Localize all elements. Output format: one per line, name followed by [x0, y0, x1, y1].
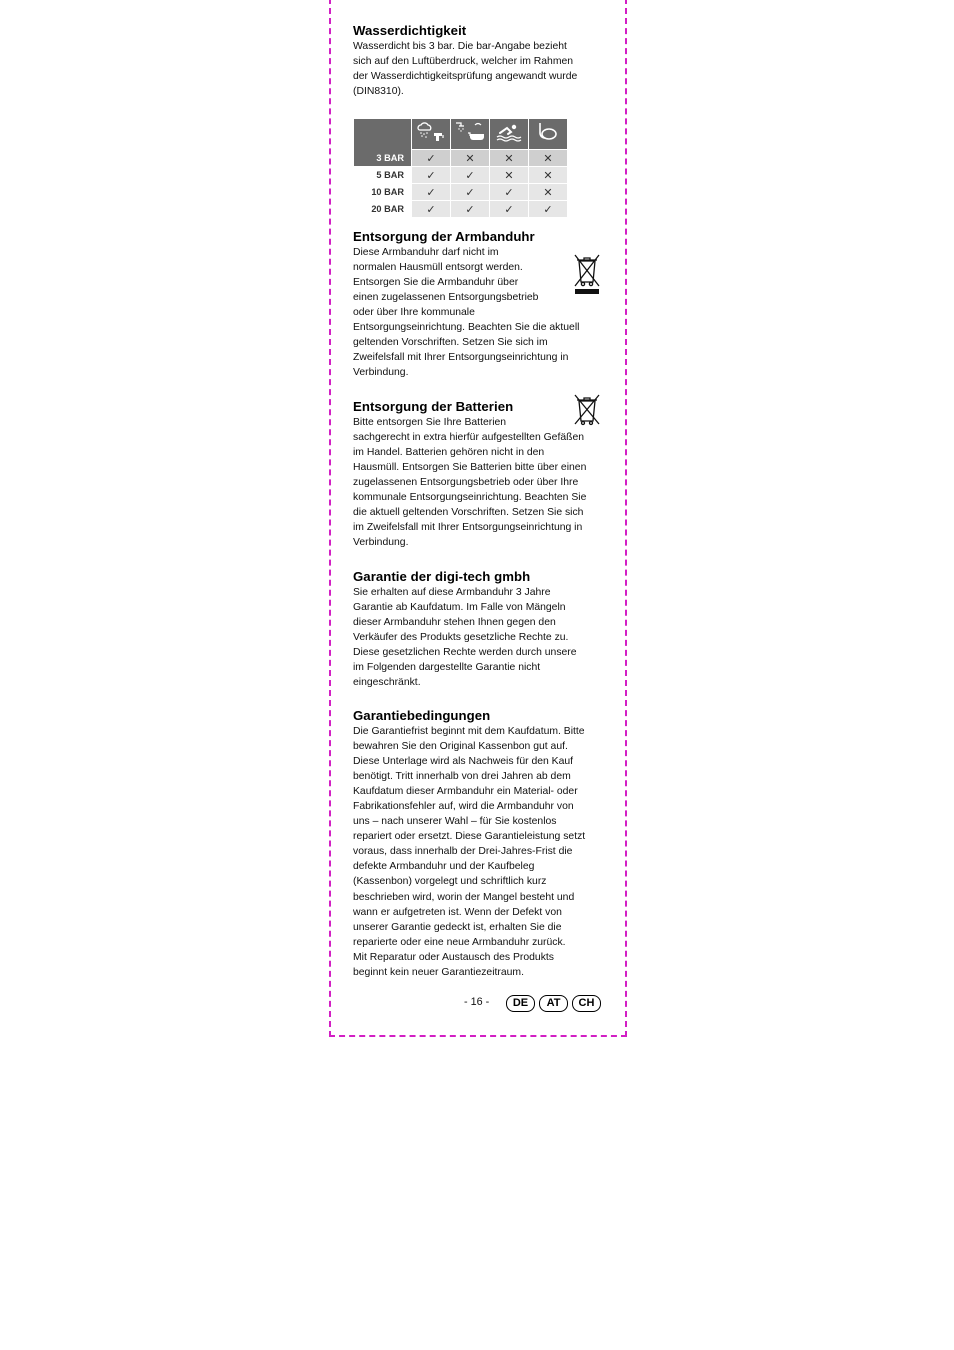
check-mark-icon: ✓ — [412, 200, 450, 217]
section-warranty-terms — [353, 707, 605, 980]
page-number: - 16 - — [464, 996, 490, 1008]
page-footer — [353, 993, 605, 1013]
table-row — [354, 183, 567, 200]
check-mark-icon: ✓ — [412, 149, 450, 166]
check-mark-icon: ✓ — [412, 183, 450, 200]
check-mark-icon: ✓ — [412, 166, 450, 183]
check-mark-icon: ✓ — [451, 200, 489, 217]
section-title: Wasserdichtigkeit — [353, 23, 467, 38]
country-badge-de: DE — [506, 995, 535, 1012]
section-title: Garantiebedingungen — [353, 708, 491, 723]
country-badge-at: AT — [539, 995, 568, 1012]
section-text: Wasserdicht bis 3 bar. Die bar-Angabe bezieht sich auf den Luftüberdruck, welcher im Rahmen der Wasserdichtigkeitsprüfung angewandt wurde (DIN8310). — [353, 41, 578, 98]
water-resistance-table — [353, 119, 568, 217]
check-mark-icon: ✓ — [490, 183, 528, 200]
table-row — [354, 166, 567, 183]
section-text: Diese Armbanduhr darf nicht im normalen Hausmüll entsorgt werden. Entsorgen Sie die Armbanduhr über einen zugelassenen Entsorgungsbetrieb oder über Ihre kommunale Entsorgungseinrichtung. Beachten Sie die aktuell geltenden Vorschriften. Setzen Sie sich im Zweifelsfall mit Ihrer Entsorgungseinrichtung in Verbindung. — [353, 247, 580, 379]
section-title: Entsorgung der Armbanduhr — [353, 229, 535, 244]
section-warranty — [353, 568, 605, 690]
section-battery-disposal — [353, 398, 605, 550]
cross-mark-icon: ✕ — [529, 149, 567, 166]
section-text: Sie erhalten auf diese Armbanduhr 3 Jahre Garantie ab Kaufdatum. Im Falle von Mängeln dieser Armbanduhr stehen Ihnen gegen den Verkäufer des Produkts gesetzliche Rechte zu. Diese gesetzlichen Rechte werden durch unsere im Folgenden dargestellte Garantie nicht eingeschränkt. — [353, 587, 577, 689]
cross-mark-icon: ✕ — [451, 149, 489, 166]
row-label: 20 BAR — [371, 203, 404, 214]
page-frame — [329, 0, 627, 1037]
table-corner — [354, 119, 411, 149]
snorkel-icon — [529, 119, 567, 149]
shower-bath-icon — [451, 119, 489, 149]
section-title: Entsorgung der Batterien — [353, 399, 514, 414]
section-watch-disposal — [353, 228, 605, 380]
check-mark-icon: ✓ — [529, 200, 567, 217]
cross-mark-icon: ✕ — [529, 183, 567, 200]
section-text: Bitte entsorgen Sie Ihre Batterien sachgerecht in extra hierfür aufgestellten Gefäßen im Handel. Batterien gehören nicht in den Hausmüll. Entsorgen Sie Batterien bitte über einen zugelassenen Entsorgungsbetrieb oder über Ihre kommunale Entsorgungseinrichtung. Beachten Sie die aktuell geltenden Vorschriften. Setzen Sie sich im Zweifelsfall mit Ihrer Entsorgungseinrichtung in Verbindung. — [353, 417, 587, 549]
cross-mark-icon: ✕ — [490, 149, 528, 166]
table-row — [354, 200, 567, 217]
rain-splash-icon — [412, 119, 450, 149]
swimming-icon — [490, 119, 528, 149]
weee-bin-icon — [572, 252, 602, 296]
row-label: 3 BAR — [354, 149, 411, 166]
table-row — [354, 149, 567, 166]
row-label: 5 BAR — [376, 169, 404, 180]
row-label: 10 BAR — [371, 186, 404, 197]
section-waterproof — [353, 22, 605, 99]
section-text: Die Garantiefrist beginnt mit dem Kaufdatum. Bitte bewahren Sie den Original Kassenbon gut auf. Diese Unterlage wird als Nachweis für den Kauf benötigt. Tritt innerhalb von drei Jahren ab dem Kaufdatum dieser Armbanduhr ein Material- oder Fabrikationsfehler auf, wird die Armbanduhr von uns – nach unserer Wahl – für Sie kostenlos repariert oder ersetzt. Diese Garantieleistung setzt voraus, dass innerhalb der Drei-Jahres-Frist die defekte Armbanduhr und der Kaufbeleg (Kassenbon) vorgelegt und schriftlich kurz beschrieben wird, worin der Mangel besteht und wann er aufgetreten ist. Wenn der Defekt von unserer Garantie gedeckt ist, erhalten Sie die reparierte oder eine neue Armbanduhr zurück. Mit Reparatur oder Austausch des Produkts beginnt kein neuer Garantiezeitraum. — [353, 726, 586, 978]
country-badge-ch: CH — [572, 995, 601, 1012]
check-mark-icon: ✓ — [451, 183, 489, 200]
battery-bin-icon — [572, 392, 602, 426]
cross-mark-icon: ✕ — [529, 166, 567, 183]
check-mark-icon: ✓ — [490, 200, 528, 217]
cross-mark-icon: ✕ — [490, 166, 528, 183]
section-title: Garantie der digi-tech gmbh — [353, 569, 531, 584]
check-mark-icon: ✓ — [451, 166, 489, 183]
